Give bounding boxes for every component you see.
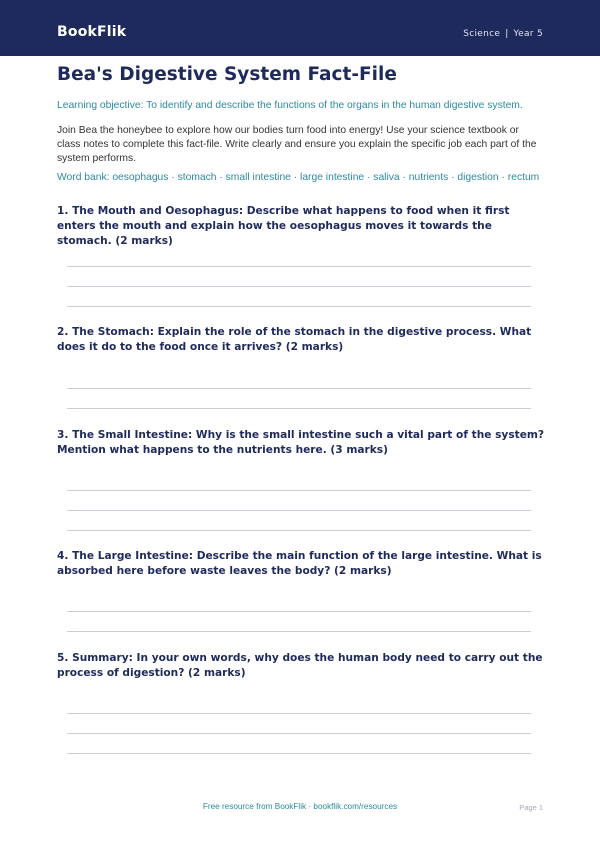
answer-line-q4-1[interactable] (67, 611, 531, 612)
question-3: 3. The Small Intestine: Why is the small intestine such a vital part of the system? Mention what happens to the nutrients here. (3 marks) (57, 429, 545, 456)
page-title: Bea's Digestive System Fact-File (57, 64, 397, 85)
page-number: Page 1 (519, 803, 543, 812)
question-5: 5. Summary: In your own words, why does the human body need to carry out the process of digestion? (2 marks) (57, 652, 543, 679)
question-4: 4. The Large Intestine: Describe the main function of the large intestine. What is absorbed here before waste leaves the body? (2 marks) (57, 550, 542, 577)
question-1: 1. The Mouth and Oesophagus: Describe what happens to food when it first enters the mouth and explain how the oesophagus moves it towards the stomach. (2 marks) (57, 205, 510, 247)
answer-line-q5-1[interactable] (67, 713, 531, 714)
answer-line-q5-3[interactable] (67, 753, 531, 754)
answer-line-q3-3[interactable] (67, 530, 531, 531)
answer-line-q1-2[interactable] (67, 286, 531, 287)
footer-text: Free resource from BookFlik · bookflik.com/resources (202, 802, 398, 811)
answer-line-q3-2[interactable] (67, 510, 531, 511)
answer-line-q1-3[interactable] (67, 306, 531, 307)
intro-paragraph: Join Bea the honeybee to explore how our bodies turn food into energy! Use your science textbook or class notes to complete this fact-file. Write clearly and ensure you explain the specific job each part of the system performs. (57, 125, 537, 164)
brand-logo: BookFlik (57, 24, 127, 40)
learning-objective: Learning objective: To identify and describe the functions of the organs in the human digestive system. (57, 100, 523, 111)
header-separator: | (505, 29, 509, 39)
page-header (0, 0, 600, 56)
subject-label: Science (463, 29, 501, 39)
answer-line-q2-2[interactable] (67, 408, 531, 409)
answer-line-q5-2[interactable] (67, 733, 531, 734)
answer-line-q2-1[interactable] (67, 388, 531, 389)
question-2: 2. The Stomach: Explain the role of the stomach in the digestive process. What does it do to the food once it arrives? (2 marks) (57, 326, 532, 353)
word-bank: Word bank: oesophagus · stomach · small intestine · large intestine · saliva · nutrients · digestion · rectum (57, 172, 540, 183)
subject-year-label (463, 29, 543, 39)
year-label: Year 5 (513, 29, 543, 39)
answer-line-q3-1[interactable] (67, 490, 531, 491)
answer-line-q4-2[interactable] (67, 631, 531, 632)
answer-line-q1-1[interactable] (67, 266, 531, 267)
